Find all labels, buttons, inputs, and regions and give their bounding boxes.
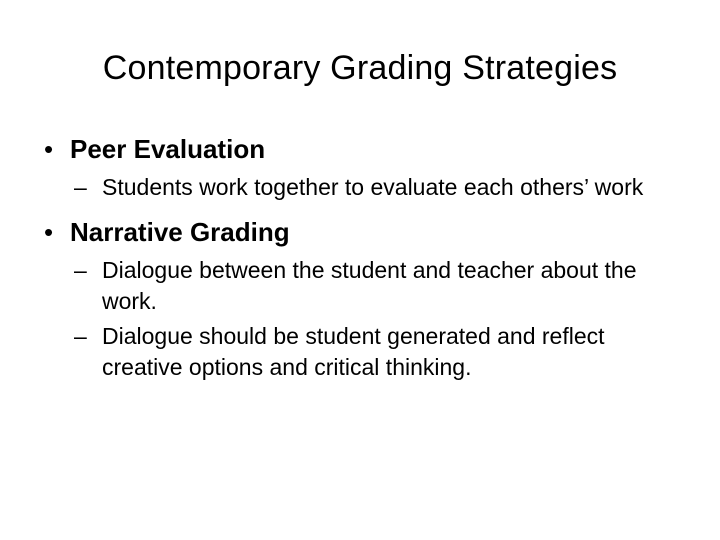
sub-bullet [74,255,674,317]
bullet-group-peer-evaluation [44,130,684,203]
bullet-group-narrative-grading [44,213,684,383]
slide-title: Contemporary Grading Strategies [102,49,618,87]
sub-bullet-text: Dialogue between the student and teacher about the work. [102,257,637,314]
sub-bullet [74,172,674,203]
bullet-dot-icon: • [44,217,54,247]
dash-icon: – [74,323,87,349]
slide-content [44,130,684,393]
sub-bullet-text: Dialogue should be student generated and reflect creative options and critical thinking. [102,323,605,380]
bullet-label: Narrative Grading [70,217,290,247]
sub-bullet-list [74,255,674,383]
bullet-peer-evaluation [44,130,684,168]
dash-icon: – [74,174,87,200]
dash-icon: – [74,257,87,283]
sub-bullet-text: Students work together to evaluate each others’ work [102,174,644,200]
sub-bullet [74,321,674,383]
sub-bullet-list [74,172,674,203]
bullet-narrative-grading [44,213,684,251]
bullet-dot-icon: • [44,134,54,164]
bullet-label: Peer Evaluation [70,134,266,164]
